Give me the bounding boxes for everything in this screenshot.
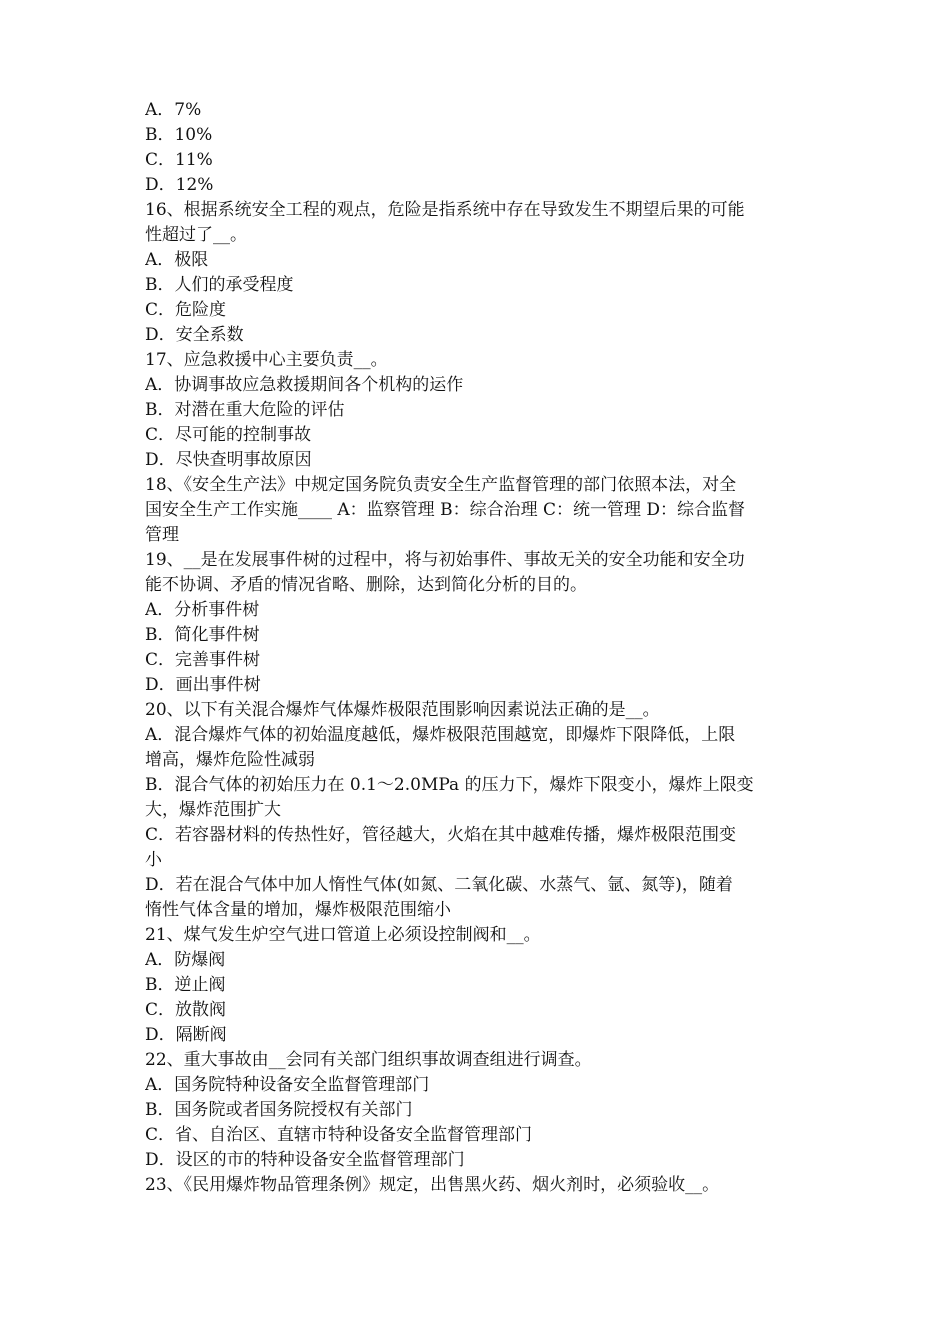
option-line: B．简化事件树 <box>145 625 260 645</box>
option-line: C．11% <box>145 150 213 170</box>
question-17: 17、应急救援中心主要负责__。 <box>145 350 388 370</box>
option-line: A．混合爆炸气体的初始温度越低，爆炸极限范围越宽，即爆炸下限降低，上限 <box>145 725 736 745</box>
option-line: D．安全系数 <box>145 325 244 345</box>
question-18-line-3: 管理 <box>145 525 179 545</box>
option-line-cont: 小 <box>145 850 162 870</box>
document-body <box>145 98 810 1198</box>
option-line: B．逆止阀 <box>145 975 226 995</box>
option-line: A．7% <box>145 100 202 120</box>
option-line: B．人们的承受程度 <box>145 275 294 295</box>
question-16-line-2: 性超过了__。 <box>145 225 247 245</box>
question-16-line-1: 16、根据系统安全工程的观点，危险是指系统中存在导致发生不期望后果的可能 <box>145 200 745 220</box>
question-22: 22、重大事故由__会同有关部门组织事故调查组进行调查。 <box>145 1050 592 1070</box>
option-line: B．国务院或者国务院授权有关部门 <box>145 1100 413 1120</box>
option-line: C．省、自治区、直辖市特种设备安全监督管理部门 <box>145 1125 533 1145</box>
option-line: C．尽可能的控制事故 <box>145 425 312 445</box>
option-line: D．若在混合气体中加人惰性气体(如氮、二氧化碳、水蒸气、氩、氮等)，随着 <box>145 875 733 895</box>
option-line: A．分析事件树 <box>145 600 260 620</box>
option-line: B．对潜在重大危险的评估 <box>145 400 345 420</box>
option-line: A．国务院特种设备安全监督管理部门 <box>145 1075 430 1095</box>
option-line: D．画出事件树 <box>145 675 261 695</box>
option-line: C．完善事件树 <box>145 650 261 670</box>
question-23: 23、《民用爆炸物品管理条例》规定，出售黑火药、烟火剂时，必须验收__。 <box>145 1175 720 1195</box>
question-20: 20、以下有关混合爆炸气体爆炸极限范围影响因素说法正确的是__。 <box>145 700 660 720</box>
option-line-cont: 惰性气体含量的增加，爆炸极限范围缩小 <box>145 900 451 920</box>
option-line: A．协调事故应急救援期间各个机构的运作 <box>145 375 464 395</box>
option-line-cont: 大，爆炸范围扩大 <box>145 800 281 820</box>
question-18-line-2: 国安全生产工作实施____ A：监察管理 B：综合治理 C：统一管理 D：综合监督 <box>145 500 746 520</box>
question-21: 21、煤气发生炉空气进口管道上必须设控制阀和__。 <box>145 925 541 945</box>
option-line: D．隔断阀 <box>145 1025 227 1045</box>
option-line: D．12% <box>145 175 214 195</box>
option-line: D．尽快查明事故原因 <box>145 450 312 470</box>
option-line: A．防爆阀 <box>145 950 226 970</box>
question-19-line-1: 19、__是在发展事件树的过程中，将与初始事件、事故无关的安全功能和安全功 <box>145 550 745 570</box>
option-line-cont: 增高，爆炸危险性减弱 <box>145 750 315 770</box>
question-18-line-1: 18、《安全生产法》中规定国务院负责安全生产监督管理的部门依照本法，对全 <box>145 475 737 495</box>
option-line: C．若容器材料的传热性好，管径越大，火焰在其中越难传播，爆炸极限范围变 <box>145 825 737 845</box>
option-line: B．混合气体的初始压力在 0.1～2.0MPa 的压力下，爆炸下限变小，爆炸上限变 <box>145 775 754 795</box>
option-line: D．设区的市的特种设备安全监督管理部门 <box>145 1150 465 1170</box>
option-line: B．10% <box>145 125 213 145</box>
option-line: C．放散阀 <box>145 1000 227 1020</box>
option-line: C．危险度 <box>145 300 227 320</box>
question-19-line-2: 能不协调、矛盾的情况省略、删除，达到简化分析的目的。 <box>145 575 587 595</box>
option-line: A．极限 <box>145 250 209 270</box>
